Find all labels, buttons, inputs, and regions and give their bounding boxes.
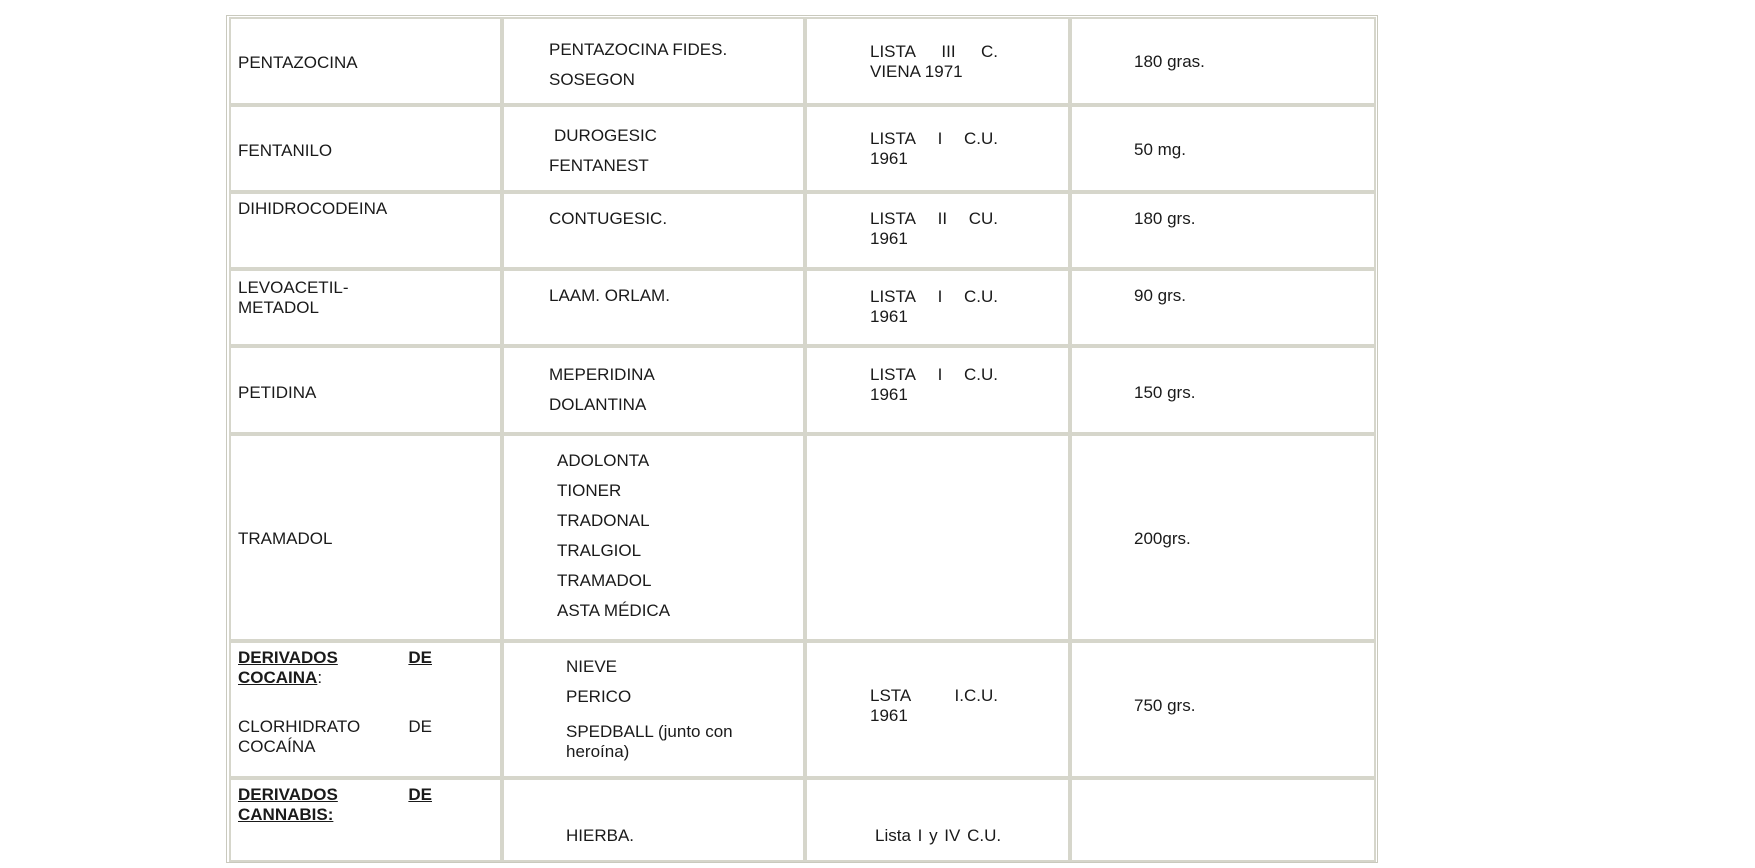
brand-name: MEPERIDINA: [549, 365, 655, 384]
list-classification: Lista I y IV C.U.: [875, 826, 1002, 845]
table-row-7-qty-cell: [1070, 641, 1376, 778]
table-row-8-list-cell: [805, 778, 1070, 862]
table-row-3-brands-cell: [502, 192, 805, 269]
brand-name: TIONER: [557, 481, 622, 500]
list-classification: LISTA I C.U. 1961: [870, 129, 998, 168]
table-row-2-brands-cell: [502, 105, 805, 192]
brand-name: FENTANEST: [549, 156, 649, 175]
table-row-3-list-cell: [805, 192, 1070, 269]
table-row-8-substance-cell: [229, 778, 502, 862]
quantity: 180 gras.: [1134, 52, 1205, 71]
table-row-7-brands-cell: [502, 641, 805, 778]
table-row-4-brands-cell: [502, 269, 805, 346]
brand-name: LAAM. ORLAM.: [549, 286, 670, 305]
quantity: 90 grs.: [1134, 286, 1186, 305]
table-row-2-substance-cell: [229, 105, 502, 192]
list-classification: LISTA III C. VIENA 1971: [870, 42, 998, 81]
brand-name: DOLANTINA: [549, 395, 647, 414]
table-row-4-list-cell: [805, 269, 1070, 346]
list-classification: LISTA II CU. 1961: [870, 209, 998, 248]
table-row-5-substance-cell: [229, 346, 502, 434]
table-row-1-list-cell: [805, 17, 1070, 105]
table-row-6-brands-cell: [502, 434, 805, 641]
quantity: 180 grs.: [1134, 209, 1196, 228]
table-row-6-list-cell: [805, 434, 1070, 641]
quantity: 150 grs.: [1134, 383, 1196, 402]
table-row-2-qty-cell: [1070, 105, 1376, 192]
substance-name: TRAMADOL: [238, 529, 333, 548]
table-row-8-brands-cell: [502, 778, 805, 862]
brand-name: ASTA MÉDICA: [557, 601, 671, 620]
substance-name: LEVOACETIL- METADOL: [238, 278, 349, 317]
substance-name: PETIDINA: [238, 383, 317, 402]
brand-name: HIERBA.: [566, 826, 635, 845]
brand-name: PENTAZOCINA FIDES.: [549, 40, 728, 59]
brand-name: SOSEGON: [549, 70, 635, 89]
brand-name: SPEDBALL (junto con heroína): [566, 722, 733, 761]
table-row-3-qty-cell: [1070, 192, 1376, 269]
substance-name: DIHIDROCODEINA: [238, 199, 388, 218]
section-heading: DERIVADOS DE COCAINA:: [238, 648, 432, 687]
table-row-5-qty-cell: [1070, 346, 1376, 434]
brand-name: CONTUGESIC.: [549, 209, 668, 228]
list-classification: LISTA I C.U. 1961: [870, 365, 998, 404]
table-row-5-list-cell: [805, 346, 1070, 434]
quantity: 50 mg.: [1134, 140, 1186, 159]
table-row-1-substance-cell: [229, 17, 502, 105]
table-row-1-brands-cell: [502, 17, 805, 105]
brand-name: PERICO: [566, 687, 632, 706]
brand-name: NIEVE: [566, 657, 618, 676]
list-classification: LISTA I C.U. 1961: [870, 287, 998, 326]
brand-name: DUROGESIC: [554, 126, 657, 145]
table-row-3-substance-cell: [229, 192, 502, 269]
table-row-6-qty-cell: [1070, 434, 1376, 641]
table-row-2-list-cell: [805, 105, 1070, 192]
table-row-4-qty-cell: [1070, 269, 1376, 346]
table-row-5-brands-cell: [502, 346, 805, 434]
substance-name: CLORHIDRATO DE COCAÍNA: [238, 717, 432, 756]
list-classification: LSTA I.C.U. 1961: [870, 686, 998, 725]
table-row-6-substance-cell: [229, 434, 502, 641]
brand-name: TRALGIOL: [557, 541, 642, 560]
quantity: 200grs.: [1134, 529, 1191, 548]
substance-name: PENTAZOCINA: [238, 53, 358, 72]
table-row-7-substance-cell: [229, 641, 502, 778]
drug-table: [226, 15, 1378, 863]
table-row-1-qty-cell: [1070, 17, 1376, 105]
table-row-8-qty-cell: [1070, 778, 1376, 862]
section-heading: DERIVADOS DE CANNABIS:: [238, 785, 432, 824]
brand-name: TRADONAL: [557, 511, 650, 530]
quantity: 750 grs.: [1134, 696, 1196, 715]
table-row-7-list-cell: [805, 641, 1070, 778]
table-row-4-substance-cell: [229, 269, 502, 346]
brand-name: TRAMADOL: [557, 571, 652, 590]
brand-name: ADOLONTA: [557, 451, 650, 470]
substance-name: FENTANILO: [238, 141, 333, 160]
